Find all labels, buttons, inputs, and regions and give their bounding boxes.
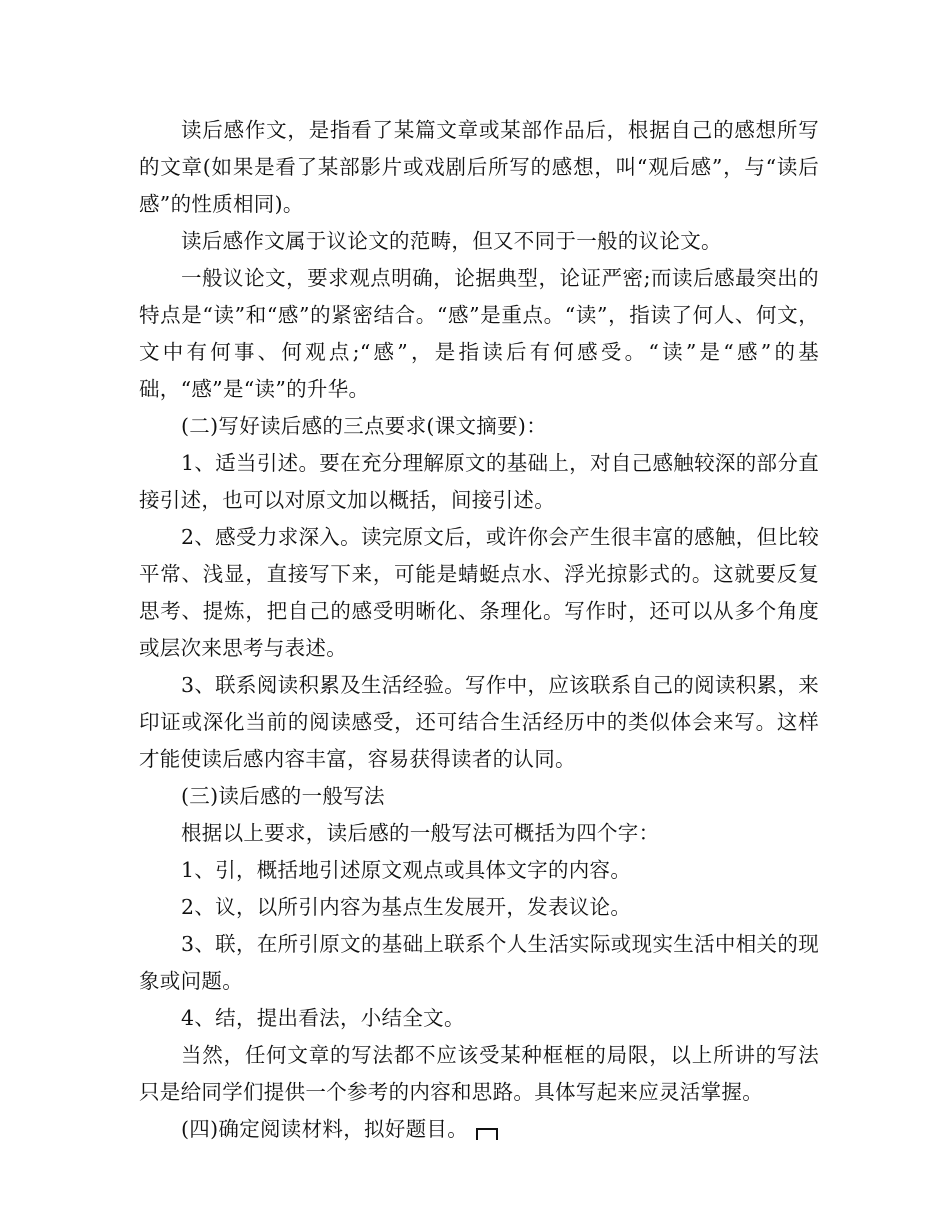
- method-item-2: 2、议，以所引内容为基点生发展开，发表议论。: [181, 895, 632, 919]
- method-item-4: 4、结，提出看法，小结全文。: [181, 1006, 465, 1030]
- paragraph-intro: 读后感作文，是指看了某篇文章或某部作品后，根据自己的感想所写的文章(如果是看了某部影片或戏剧后所写的感想，叫“观后感”，与“读后感”的性质相同)。: [139, 118, 819, 216]
- section-heading-requirements: (二)写好读后感的三点要求(课文摘要)：: [181, 414, 547, 438]
- requirement-item-2: 2、感受力求深入。读完原文后，或许你会产生很丰富的感触，但比较平常、浅显，直接写下来，可能是蜻蜓点水、浮光掠影式的。这就要反复思考、提炼，把自己的感受明晰化、条理化。写作时，还可以从多个角度或层次来思考与表述。: [139, 525, 819, 660]
- text-cursor-icon: [476, 1128, 498, 1140]
- document-body: [139, 112, 819, 1148]
- paragraph-comparison: 一般议论文，要求观点明确，论据典型，论证严密;而读后感最突出的特点是“读”和“感”的紧密结合。“感”是重点。“读”，指读了何人、何文，文中有何事、何观点;“感”，是指读后有何感受。“读”是“感”的基础，“感”是“读”的升华。: [139, 266, 819, 401]
- section-heading-material: [139, 1111, 819, 1148]
- paragraph-method-summary: 根据以上要求，读后感的一般写法可概括为四个字：: [181, 821, 660, 845]
- method-item-3: 3、联，在所引原文的基础上联系个人生活实际或现实生活中相关的现象或问题。: [139, 932, 819, 993]
- section-heading-method: (三)读后感的一般写法: [181, 784, 385, 808]
- requirement-item-3: 3、联系阅读积累及生活经验。写作中，应该联系自己的阅读积累，来印证或深化当前的阅读感受，还可结合生活经历中的类似体会来写。这样才能使读后感内容丰富，容易获得读者的认同。: [139, 673, 819, 771]
- requirement-item-1: 1、适当引述。要在充分理解原文的基础上，对自己感触较深的部分直接引述，也可以对原文加以概括，间接引述。: [139, 451, 819, 512]
- method-item-1: 1、引，概括地引述原文观点或具体文字的内容。: [181, 858, 632, 882]
- paragraph-conclusion: 当然，任何文章的写法都不应该受某种框框的局限，以上所讲的写法只是给同学们提供一个参考的内容和思路。具体写起来应灵活掌握。: [139, 1043, 819, 1104]
- section-heading-material-text: (四)确定阅读材料，拟好题目。: [181, 1117, 468, 1141]
- paragraph-genre: 读后感作文属于议论文的范畴，但又不同于一般的议论文。: [181, 229, 722, 253]
